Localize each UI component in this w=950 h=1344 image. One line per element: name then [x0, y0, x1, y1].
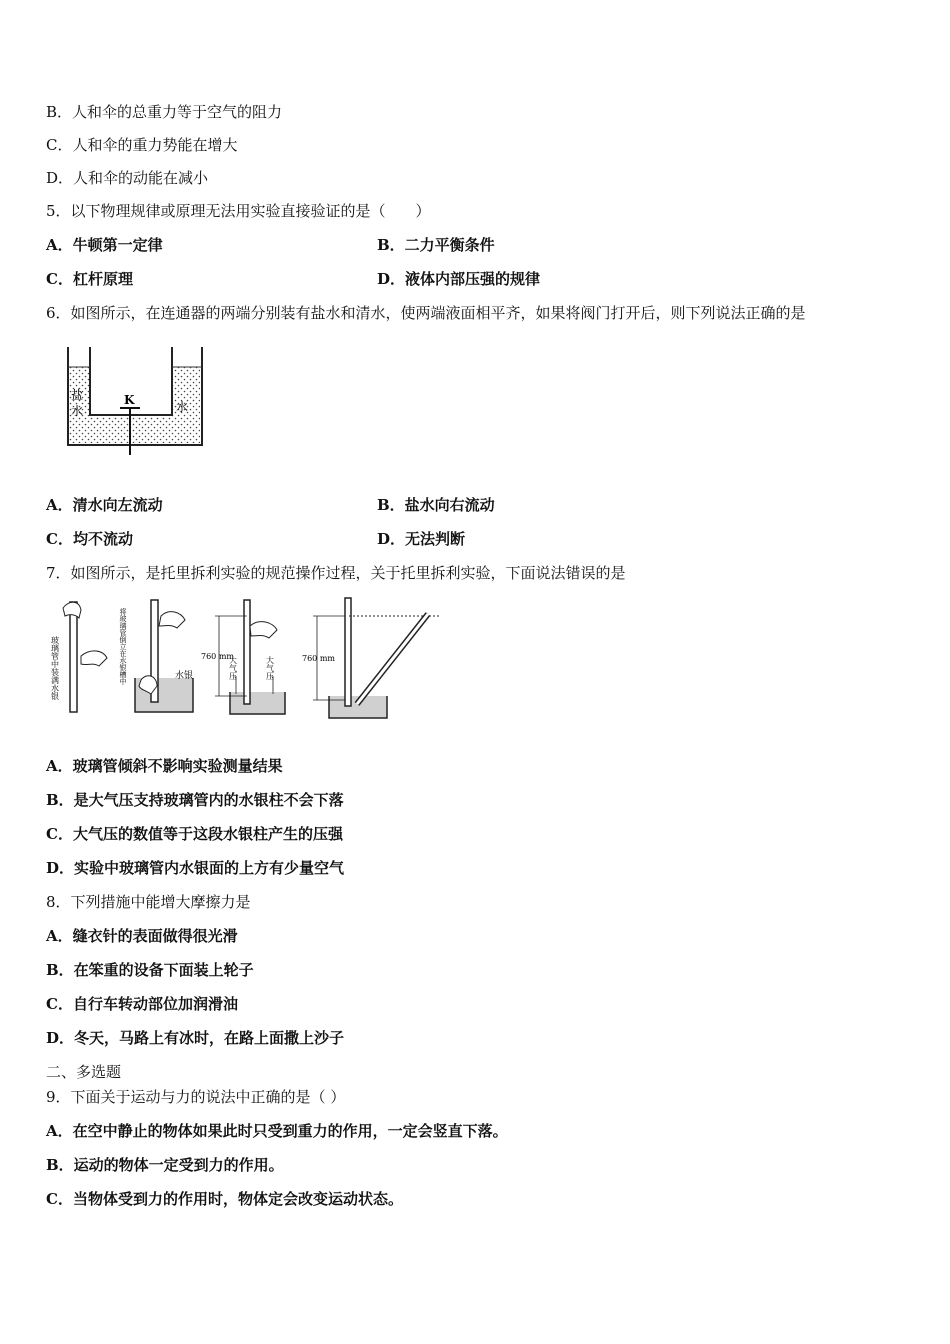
- q8-stem: 8．下列措施中能增大摩擦力是: [46, 893, 251, 911]
- q7-option-a: A．玻璃管倾斜不影响实验测量结果: [46, 757, 283, 775]
- freshwater-label: 水: [176, 400, 189, 414]
- q7-option-b: B．是大气压支持玻璃管内的水银柱不会下落: [46, 791, 344, 809]
- q7-stem: 7．如图所示，是托里拆利实验的规范操作过程，关于托里拆利实验，下面说法错误的是: [46, 564, 626, 582]
- q8-option-c: C．自行车转动部位加润滑油: [46, 995, 238, 1013]
- step4-tilted-tube: [302, 598, 440, 718]
- q5-option-b: B．二力平衡条件: [377, 236, 495, 254]
- step2-caption: 将玻璃管倒立在水银槽中: [119, 608, 127, 685]
- q5-option-c: C．杠杆原理: [46, 270, 133, 288]
- q6-option-d: D．无法判断: [377, 530, 466, 548]
- q6-option-b: B．盐水向右流动: [377, 496, 495, 514]
- connected-vessel-figure: [60, 345, 210, 460]
- q6-option-c: C．均不流动: [46, 530, 133, 548]
- q9-option-c: C．当物体受到力的作用时，物体定会改变运动状态。: [46, 1190, 403, 1208]
- valve-label: K: [124, 393, 135, 407]
- q5-option-d: D．液体内部压强的规律: [377, 270, 541, 288]
- saltwater-label-1: 盐: [71, 388, 84, 402]
- height-label-1: 760 mm: [201, 652, 234, 661]
- q8-option-b: B．在笨重的设备下面装上轮子: [46, 961, 254, 979]
- q4-option-b: B．人和伞的总重力等于空气的阻力: [46, 103, 283, 121]
- q8-option-a: A．缝衣针的表面做得很光滑: [46, 927, 238, 945]
- step1-filling-tube: [51, 602, 108, 712]
- q6-stem: 6．如图所示，在连通器的两端分别装有盐水和清水，使两端液面相平齐，如果将阀门打开后，则下列说法正确的是: [46, 304, 806, 322]
- q7-option-d: D．实验中玻璃管内水银面的上方有少量空气: [46, 859, 345, 877]
- q5-stem: 5．以下物理规律或原理无法用实验直接验证的是（ ）: [46, 202, 431, 220]
- q4-option-d: D．人和伞的动能在减小: [46, 169, 209, 187]
- height-label-2: 760 mm: [302, 654, 335, 663]
- q7-option-c: C．大气压的数值等于这段水银柱产生的压强: [46, 825, 343, 843]
- saltwater-label-2: 水: [71, 404, 84, 418]
- q9-stem: 9．下面关于运动与力的说法中正确的是（ ）: [46, 1088, 346, 1106]
- step3-vertical-tube: [201, 600, 285, 714]
- q6-option-a: A．清水向左流动: [46, 496, 163, 514]
- q5-option-a: A．牛顿第一定律: [46, 236, 163, 254]
- mercury-label: 水银: [175, 671, 194, 681]
- section-title-multiple-choice: 二、多选题: [46, 1063, 122, 1081]
- q9-option-a: A．在空中静止的物体如果此时只受到重力的作用，一定会竖直下落。: [46, 1122, 508, 1140]
- q8-option-d: D．冬天，马路上有冰时，在路上面撒上沙子: [46, 1029, 345, 1047]
- q9-option-b: B．运动的物体一定受到力的作用。: [46, 1156, 284, 1174]
- atm-label-2: 大气压: [265, 656, 275, 680]
- torricelli-figure: [45, 596, 445, 726]
- step2-inverting-tube: [119, 600, 193, 712]
- q4-option-c: C．人和伞的重力势能在增大: [46, 136, 238, 154]
- atm-label-1: 大气压: [228, 656, 238, 680]
- step1-caption: 玻璃管中装满水银: [50, 636, 60, 700]
